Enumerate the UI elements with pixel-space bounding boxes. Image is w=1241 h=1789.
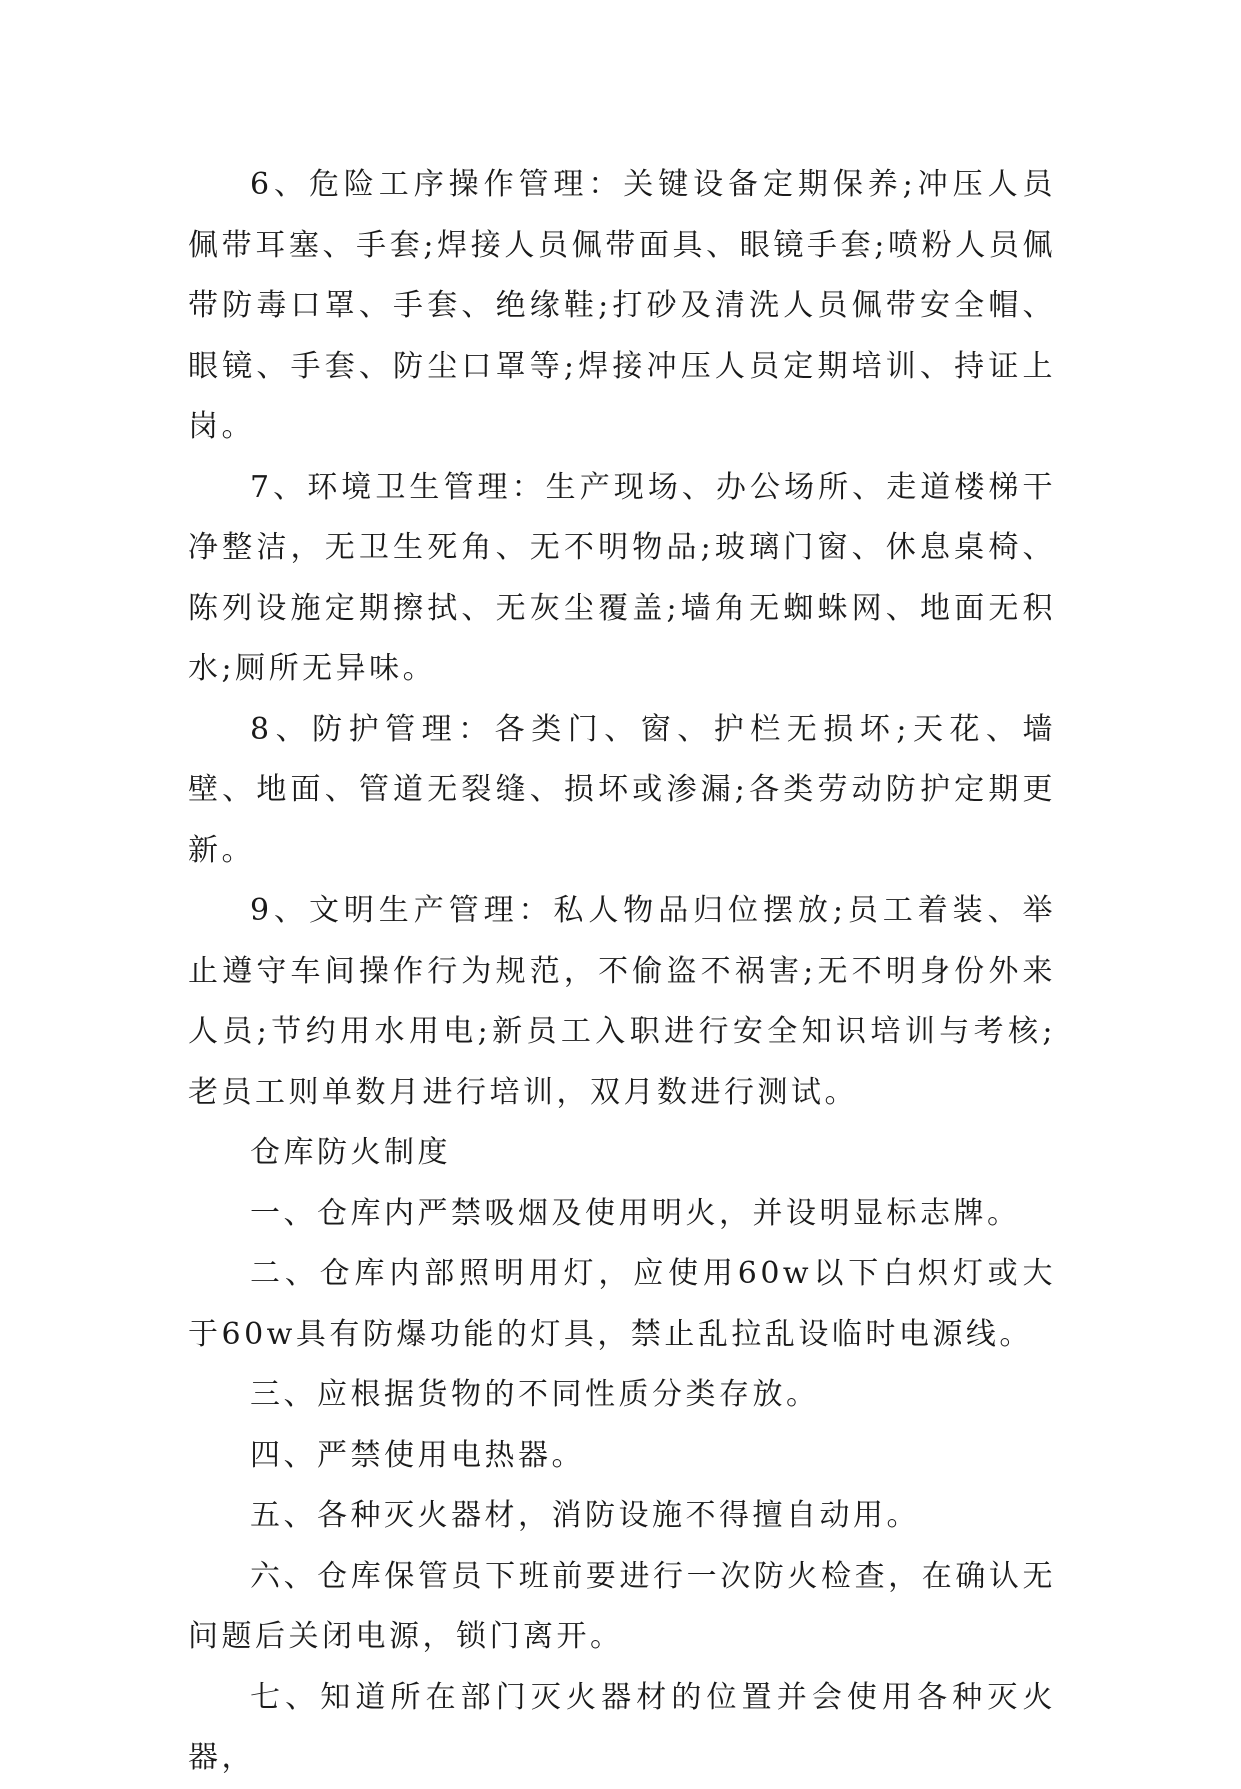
paragraph-civilized-production-management: 9、文明生产管理：私人物品归位摆放;员工着装、举止遵守车间操作行为规范，不偷盗不祸害;无不明身份外来人员;节约用水用电;新员工入职进行安全知识培训与考核;老员工则单数月进行培训，双月数进行测试。 xyxy=(188,893,1056,1110)
rule-item-7: 七、知道所在部门灭火器材的位置并会使用各种灭火器， xyxy=(188,1679,1056,1775)
rule-item-5: 五、各种灭火器材，消防设施不得擅自动用。 xyxy=(250,1498,920,1533)
section-heading-warehouse-fire-rules: 仓库防火制度 xyxy=(250,1135,451,1170)
rule-item-2: 二、仓库内部照明用灯，应使用60w以下白炽灯或大于60w具有防爆功能的灯具，禁止乱拉乱设临时电源线。 xyxy=(188,1256,1056,1352)
paragraph-protection-management: 8、防护管理：各类门、窗、护栏无损坏;天花、墙壁、地面、管道无裂缝、损坏或渗漏;各类劳动防护定期更新。 xyxy=(188,711,1056,868)
rule-item-1: 一、仓库内严禁吸烟及使用明火，并设明显标志牌。 xyxy=(250,1195,1021,1231)
rule-item-6: 六、仓库保管员下班前要进行一次防火检查，在确认无问题后关闭电源，锁门离开。 xyxy=(188,1558,1056,1654)
paragraph-environment-hygiene-management: 7、环境卫生管理：生产现场、办公场所、走道楼梯干净整洁，无卫生死角、无不明物品;玻璃门窗、休息桌椅、陈列设施定期擦拭、无灰尘覆盖;墙角无蜘蛛网、地面无积水;厕所无异味。 xyxy=(188,469,1056,686)
rule-item-4: 四、严禁使用电热器。 xyxy=(250,1437,585,1473)
document-body xyxy=(188,155,1056,1789)
paragraph-dangerous-process-management: 6、危险工序操作管理：关键设备定期保养;冲压人员佩带耳塞、手套;焊接人员佩带面具、眼镜手套;喷粉人员佩带防毒口罩、手套、绝缘鞋;打砂及清洗人员佩带安全帽、眼镜、手套、防尘口罩等;焊接冲压人员定期培训、持证上岗。 xyxy=(188,167,1056,444)
rule-item-3: 三、应根据货物的不同性质分类存放。 xyxy=(250,1377,820,1412)
